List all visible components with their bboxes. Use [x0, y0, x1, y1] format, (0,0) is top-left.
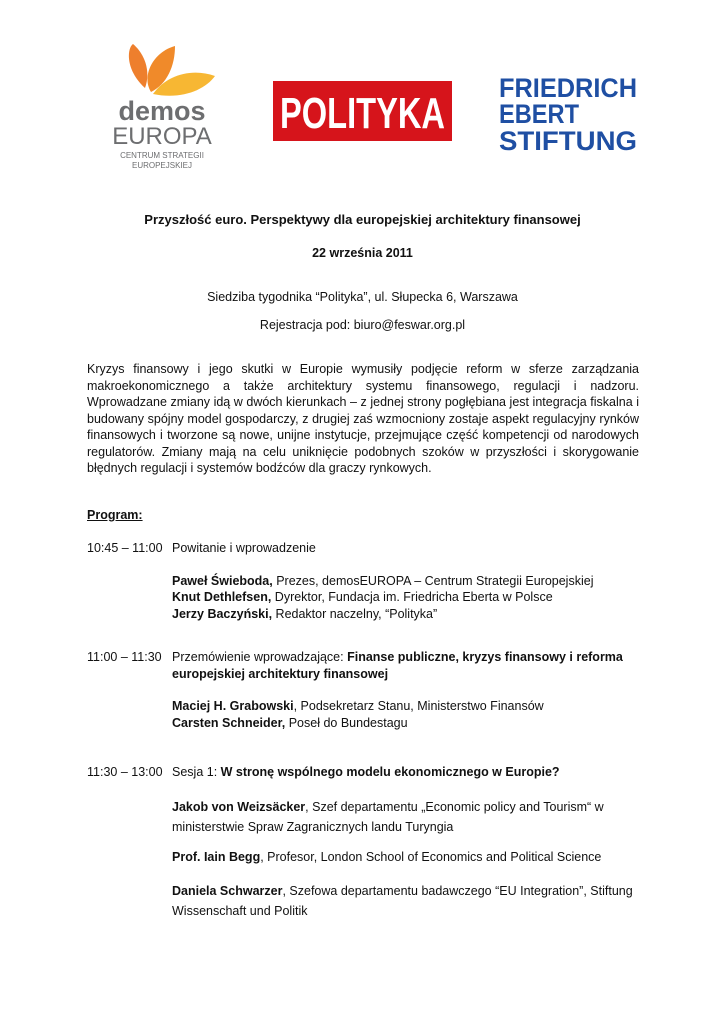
centrum-text: CENTRUM STRATEGII — [120, 151, 204, 160]
speaker-role: , Szef departamentu „Economic policy and Tourism“ w ministerstwie Spraw Zagranicznych landu Turyngia — [172, 799, 604, 834]
slot-3-prefix: Sesja 1: — [172, 765, 221, 779]
program-slot-2 — [87, 649, 647, 731]
program-slot-1 — [87, 540, 647, 622]
slot-3-heading — [172, 764, 647, 781]
speaker-name: Carsten Schneider, — [172, 715, 286, 730]
event-venue: Siedziba tygodnika “Polityka”, ul. Słupecka 6, Warszawa — [207, 290, 518, 304]
fes-line2: EBERT — [499, 99, 580, 129]
fes-line3: STIFTUNG — [499, 126, 637, 156]
fes-line1: FRIEDRICH — [499, 73, 637, 103]
logo-header — [0, 0, 725, 190]
slot-3-speaker-1 — [172, 797, 647, 837]
speaker-role: Poseł do Bundestagu — [285, 715, 408, 730]
speaker-name: Paweł Świeboda, — [172, 573, 273, 588]
intro-text: Kryzys finansowy i jego skutki w Europie wymusiły podjęcie reform w sferze zarządzania makroekonomicznego a także architektury systemu finansowego, regulacji i nadzoru. Wprowadzane zmiany idą w dwóch kierunkach – z jednej strony pogłębiana jest integracja fiskalna i budowany spójny model gospodarczy, z drugiej zaś wzmocniony zostaje aspekt regulacyjny rynków finansowych i tworzone są nowe, unijne instytucje, przejmujące część kompetencji od narodowych regulatorów. Zmiany mają na celu uniknięcie podobnych szoków w przyszłości i skorygowanie błędnych regulacji i systemów bodźców dla graczy rynkowych. — [87, 362, 639, 475]
speaker-role: , Szefowa departamentu badawczego “EU Integration”, Stiftung Wissenschaft und Politik — [172, 884, 633, 918]
event-date: 22 września 2011 — [312, 246, 413, 260]
slot-1-speaker-1 — [172, 573, 647, 590]
demos-petal-left — [129, 44, 147, 88]
speaker-role: Prezes, demosEUROPA – Centrum Strategii Europejskiej — [272, 573, 594, 588]
slot-2-title: Finanse publiczne, kryzys finansowy i reforma europejskiej architektury finansowej — [172, 650, 623, 681]
slot-3-speaker-2 — [172, 849, 647, 866]
speaker-role: , Profesor, London School of Economics and Political Science — [260, 849, 602, 864]
event-title: Przyszłość euro. Perspektywy dla europejskiej architektury finansowej — [144, 212, 581, 227]
speaker-name: Jakob von Weizsäcker — [172, 799, 306, 814]
slot-3-time: 11:30 – 13:00 — [87, 765, 163, 779]
slot-1-speaker-2 — [172, 589, 647, 606]
slot-2-prefix: Przemówienie wprowadzające: — [172, 650, 348, 664]
demos-europa-logo — [105, 40, 220, 175]
speaker-role: Redaktor naczelny, “Polityka” — [272, 606, 438, 621]
slot-2-heading — [172, 649, 647, 682]
polityka-text: POLITYKA — [280, 89, 445, 138]
speaker-name: Prof. Iain Begg — [172, 849, 261, 864]
slot-2-speaker-1 — [172, 698, 647, 715]
slot-3-title: W stronę wspólnego modelu ekonomicznego w Europie? — [220, 765, 560, 779]
europejskiej-text: EUROPEJSKIEJ — [131, 161, 193, 170]
speaker-name: Maciej H. Grabowski — [172, 699, 294, 713]
speaker-role: , Podsekretarz Stanu, Ministerstwo Finansów — [293, 699, 544, 713]
slot-2-time: 11:00 – 11:30 — [87, 650, 162, 664]
slot-2-speaker-2 — [172, 715, 647, 732]
slot-1-time: 10:45 – 11:00 — [87, 541, 163, 555]
slot-1-heading: Powitanie i wprowadzenie — [172, 541, 316, 555]
speaker-role: Dyrektor, Fundacja im. Friedricha Eberta w Polsce — [271, 590, 553, 604]
slot-3-speaker-3 — [172, 881, 647, 921]
slot-1-speaker-3 — [172, 606, 647, 623]
europa-text: EUROPA — [112, 123, 212, 150]
demos-text: demos — [118, 96, 206, 126]
polityka-logo — [273, 81, 452, 141]
speaker-name: Jerzy Baczyński, — [172, 606, 273, 621]
intro-paragraph — [87, 361, 639, 477]
program-slot-3 — [87, 764, 647, 921]
friedrich-ebert-stiftung-logo — [499, 73, 639, 156]
program-heading: Program: — [87, 508, 143, 522]
event-registration: Rejestracja pod: biuro@feswar.org.pl — [259, 318, 466, 332]
speaker-name: Daniela Schwarzer — [172, 884, 283, 898]
speaker-name: Knut Dethlefsen, — [172, 590, 272, 604]
